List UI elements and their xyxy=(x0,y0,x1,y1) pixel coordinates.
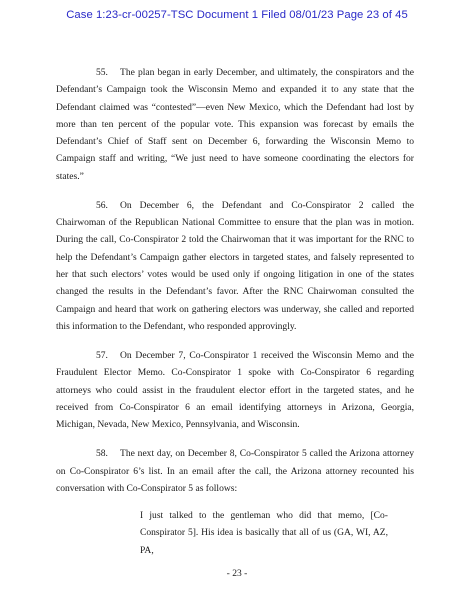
paragraph-56 xyxy=(56,197,414,335)
paragraph-number: 56. xyxy=(96,199,108,211)
paragraph-55 xyxy=(56,64,414,185)
case-header: Case 1:23-cr-00257-TSC Document 1 Filed 08/01/23 Page 23 of 45 xyxy=(66,9,408,21)
paragraph-number: 58. xyxy=(96,448,108,460)
paragraph-58 xyxy=(56,445,414,497)
paragraph-text: The next day, on December 8, Co-Conspirator 5 called the Arizona attorney on Co-Conspirator 6’s list. In an email after the call, the Arizona attorney recounted his conversation with Co-Conspirator 5 as follows: xyxy=(56,448,414,494)
page-number: - 23 - xyxy=(226,568,248,579)
paragraph-57 xyxy=(56,347,414,433)
paragraph-text: On December 6, the Defendant and Co-Conspirator 2 called the Chairwoman of the Republican National Committee to ensure that the plan was in motion. During the call, Co-Conspirator 2 told the Chairwoman that it was important for the RNC to help the Defendant’s Campaign gather electors in targeted states, and falsely represented to her that such electors’ votes would be used only if ongoing litigation in one of the states changed the results in the Defendant’s favor. After the RNC Chairwoman consulted the Campaign and heard that work on gathering electors was underway, she called and reported this information to the Defendant, who responded approvingly. xyxy=(56,199,414,332)
paragraph-text: On December 7, Co-Conspirator 1 received the Wisconsin Memo and the Fraudulent Elector Memo. Co-Conspirator 1 spoke with Co-Conspirator 6 regarding attorneys who could assist in the fraudulent elector effort in the targeted states, and he received from Co-Conspirator 6 an email identifying attorneys in Arizona, Georgia, Michigan, Nevada, New Mexico, Pennsylvania, and Wisconsin. xyxy=(56,350,414,431)
paragraph-number: 55. xyxy=(96,67,108,78)
paragraph-text: The plan began in early December, and ultimately, the conspirators and the Defendant’s Campaign took the Wisconsin Memo and expanded it to any state that the Defendant claimed was “contested”—even New Mexico, which the Defendant had lost by more than ten percent of the popular vote. This expansion was forecast by emails the Defendant’s Chief of Staff sent on December 6, forwarding the Wisconsin Memo to Campaign staff and writing, “We just need to have someone coordinating the electors for states.” xyxy=(56,67,414,182)
block-quote: I just talked to the gentleman who did that memo, [Co-Conspirator 5]. His idea is basically that all of us (GA, WI, AZ, PA, xyxy=(140,510,388,556)
paragraph-number: 57. xyxy=(96,350,108,362)
document-body xyxy=(56,64,414,559)
